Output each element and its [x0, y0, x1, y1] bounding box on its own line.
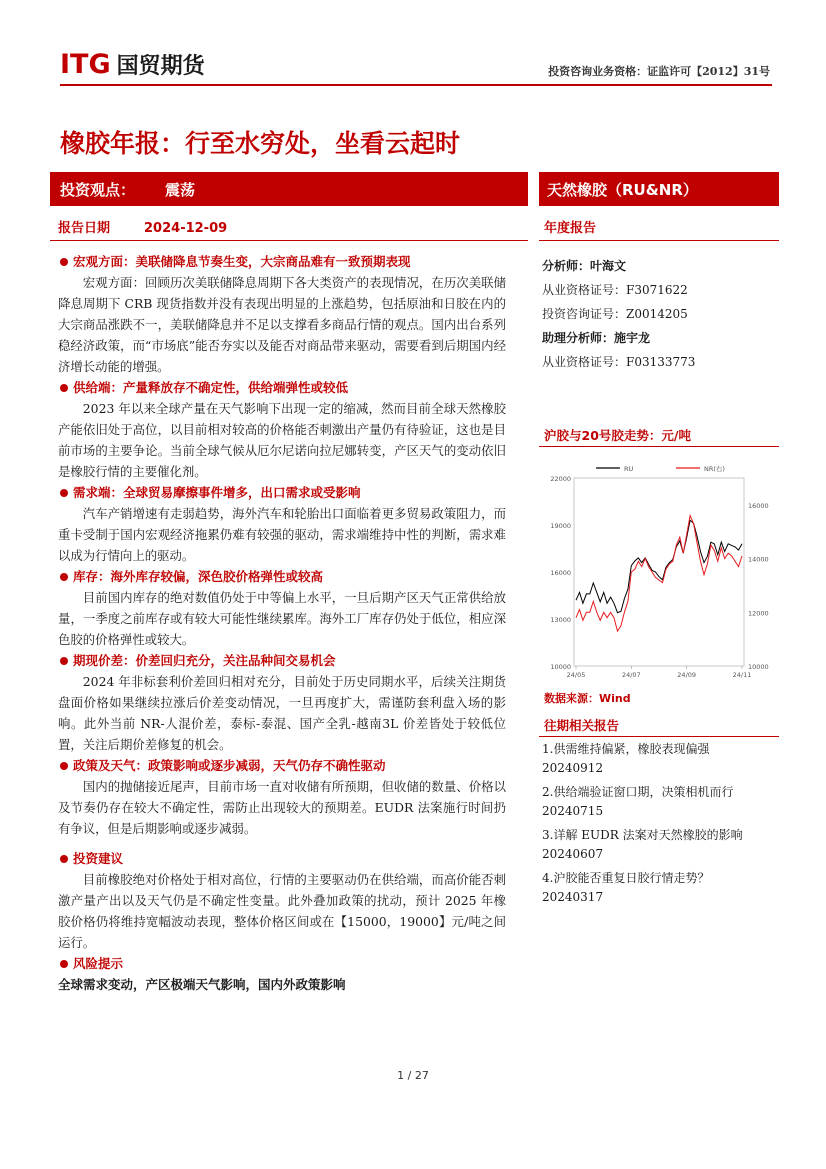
section-body: 汽车产销增速有走弱趋势，海外汽车和轮胎出口面临着更多贸易政策阻力，而重卡受制于国内宏观经济拖累仍难有较强的驱动，需求端维持中性的判断，需求难以成为行情向上的驱动。	[58, 506, 506, 563]
analyst-name: 分析师：叶海文	[542, 259, 627, 273]
past-report-item[interactable]	[542, 869, 774, 907]
section-heading-text: 宏观方面：美联储降息节奏生变，大宗商品难有一致预期表现	[73, 254, 411, 269]
y-right-tick-label: 12000	[748, 609, 769, 618]
past-report-title: 1.供需维持偏紧，橡胶表现偏强	[542, 742, 710, 756]
past-report-date: 20240317	[542, 890, 604, 904]
bullet-icon	[60, 855, 68, 863]
annual-report-label: 年度报告	[544, 221, 597, 236]
x-tick-label: 24/07	[621, 671, 641, 679]
section-heading	[58, 378, 506, 398]
analyst-info	[542, 254, 774, 374]
report-date	[58, 217, 227, 236]
section-body: 宏观方面：回顾历次美联储降息周期下各大类资产的表现情况，在历次美联储降息周期下 CRB 现货指数并没有表现出明显的上涨趋势，包括原油和日胶在内的大宗商品涨跌不一，美联储降息并不足以支撑看多商品行情的观点。国内出台系列稳经济政策，而“市场底”能否夯实以及能否对商品带来驱动，需要看到后期国内经济增长动能的增强。	[58, 275, 506, 374]
bullet-icon	[60, 960, 68, 968]
chart-title-divider	[539, 446, 779, 447]
section-heading-text: 政策及天气：政策影响或逐步减弱，天气仍存不确性驱动	[73, 758, 386, 773]
section-heading	[58, 483, 506, 503]
past-report-title: 2.供给端验证窗口期，决策相机而行	[542, 785, 734, 799]
past-report-title: 4.沪胶能否重复日胶行情走势？	[542, 871, 710, 885]
y-left-tick-label: 19000	[550, 522, 571, 530]
report-date-value: 2024-12-09	[144, 221, 228, 236]
section-heading	[58, 252, 506, 272]
bullet-icon	[60, 384, 68, 392]
plot-frame	[574, 478, 744, 666]
page-header	[60, 45, 772, 85]
past-report-date: 20240607	[542, 847, 604, 861]
y-right-tick-label: 10000	[748, 663, 769, 671]
section-body: 目前国内库存的绝对数值仍处于中等偏上水平，一旦后期产区天气正常供给放量，一季度之前库存或有较大可能性继续累库。海外工厂库存仍处于低位，相应深色胶的价格弹性或较大。	[58, 590, 506, 647]
report-date-label: 报告日期	[58, 221, 111, 236]
section-heading-text: 风险提示	[73, 956, 124, 971]
section-heading-text: 供给端：产量释放存不确定性，供给端弹性或较低	[73, 380, 349, 395]
y-right-tick-label: 16000	[748, 501, 769, 510]
section-heading-text: 库存：海外库存较偏，深色胶价格弹性或较高	[73, 569, 324, 584]
series-line-ru	[576, 520, 742, 612]
analyst-license: 从业资格证号：F03133773	[542, 355, 696, 369]
y-right-tick-label: 14000	[748, 555, 769, 564]
analyst-license: 投资咨询证号：Z0014205	[542, 307, 688, 321]
qualification-text: 投资咨询业务资格：证监许可【2012】31号	[548, 65, 770, 78]
investment-view-value: 震荡	[165, 180, 196, 199]
section-body: 2023 年以来全球产量在天气影响下出现一定的缩减，然而目前全球天然橡胶产能依旧处于高位，以目前相对较高的价格能否刺激出产量仍有待验证，这也是目前市场的主要争论。当前全球气候从厄尔尼诺向拉尼娜转变，产区天气的变动依旧是橡胶行情的主要催化剂。	[58, 401, 506, 479]
price-chart-svg	[540, 452, 776, 684]
section-body: 目前橡胶绝对价格处于相对高位，行情的主要驱动仍在供给端，而高价能否刺激产量产出以及天气仍是不确定性变量。此外叠加政策的扰动，预计 2025 年橡胶价格仍将维持宽幅波动表现，整体价格区间或在【15000，19000】元/吨之间运行。	[58, 872, 506, 950]
section-heading-text: 期现价差：价差回归充分，关注品种间交易机会	[73, 653, 336, 668]
analyst-name: 助理分析师：施宇龙	[542, 331, 651, 345]
x-tick-label: 24/05	[566, 671, 586, 679]
investment-view-label: 投资观点：	[60, 180, 136, 199]
logo	[60, 49, 205, 80]
past-reports-list	[542, 740, 774, 912]
y-left-tick-label: 10000	[550, 663, 571, 671]
section-heading	[58, 756, 506, 776]
header-divider	[60, 84, 772, 86]
legend-label: NR(右)	[704, 465, 725, 473]
section-body: 国内的抛储接近尾声，目前市场一直对收储有所预期，但收储的数量、价格以及节奏仍存在较大不确定性，需防止出现较大的预期差。EUDR 法案施行时间扔有争议，但是后期影响或逐步减弱。	[58, 779, 506, 836]
legend-label: RU	[624, 465, 634, 473]
analyst-license: 从业资格证号：F3071622	[542, 283, 688, 297]
section-heading-text: 投资建议	[73, 851, 124, 866]
price-chart	[540, 452, 776, 684]
product-bar: 天然橡胶（RU&NR）	[539, 172, 779, 206]
date-divider	[50, 240, 528, 241]
section-heading	[58, 954, 506, 974]
past-reports-divider	[539, 736, 779, 737]
bullet-icon	[60, 657, 68, 665]
bullet-icon	[60, 489, 68, 497]
past-report-date: 20240912	[542, 761, 604, 775]
report-title: 橡胶年报：行至水穷处，坐看云起时	[60, 129, 461, 158]
past-reports-title: 往期相关报告	[544, 718, 620, 733]
annual-divider	[539, 240, 779, 241]
past-report-item[interactable]	[542, 740, 774, 778]
investment-view-bar	[50, 172, 528, 206]
section-body: 2024 年非标套利价差回归相对充分，目前处于历史同期水平，后续关注期货盘面价格如果继续拉涨后价差变动情况，一旦再度扩大，需谨防套利盘入场的影响。此外当前 NR-人混价差，泰标-泰混、国产全乳-越南3L 价差皆处于较低位置，关注后期价差修复的机会。	[58, 674, 506, 752]
data-source: 数据来源：Wind	[544, 692, 631, 705]
risk-text: 全球需求变动，产区极端天气影响，国内外政策影响	[58, 977, 346, 992]
past-report-date: 20240715	[542, 804, 604, 818]
y-left-tick-label: 16000	[550, 569, 571, 577]
bullet-icon	[60, 573, 68, 581]
bullet-icon	[60, 258, 68, 266]
past-report-item[interactable]	[542, 826, 774, 864]
past-report-title: 3.详解 EUDR 法案对天然橡胶的影响	[542, 828, 743, 842]
bullet-icon	[60, 762, 68, 770]
main-content	[58, 252, 506, 996]
section-heading	[58, 651, 506, 671]
series-line-nr	[576, 516, 742, 632]
logo-itg: ITG	[60, 49, 111, 80]
y-left-tick-label: 13000	[550, 616, 571, 624]
y-left-tick-label: 22000	[550, 475, 571, 483]
section-heading	[58, 567, 506, 587]
logo-company-name: 国贸期货	[116, 54, 205, 79]
section-heading	[58, 849, 506, 869]
x-tick-label: 24/11	[732, 671, 752, 679]
x-tick-label: 24/09	[677, 671, 697, 679]
chart-title: 沪胶与20号胶走势：元/吨	[544, 428, 691, 443]
section-heading-text: 需求端：全球贸易摩擦事件增多，出口需求或受影响	[73, 485, 361, 500]
past-report-item[interactable]	[542, 783, 774, 821]
page-number: 1 / 27	[397, 1069, 429, 1082]
